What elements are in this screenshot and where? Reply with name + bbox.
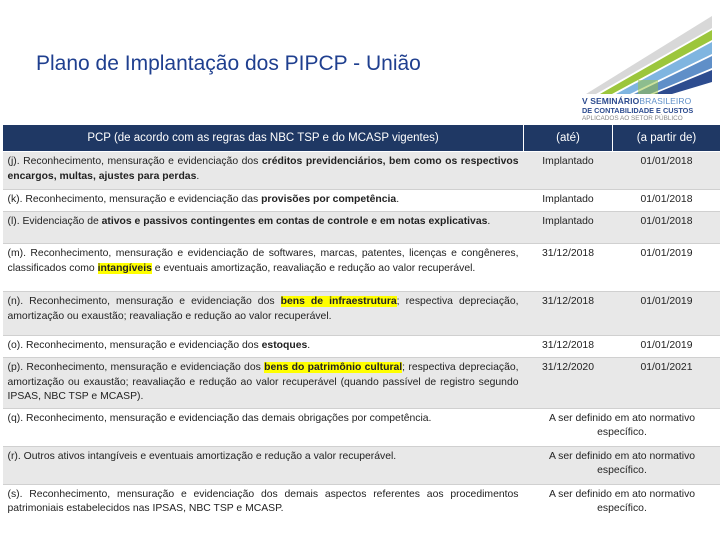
bold-term: provisões por competência <box>261 194 397 205</box>
pcp-description <box>3 190 524 212</box>
seminar-logo-graphic <box>578 10 716 96</box>
pcp-description <box>3 244 524 292</box>
highlighted-term: bens de infraestrutura <box>280 296 397 307</box>
deadline-ate: 31/12/2018 <box>524 244 613 292</box>
deadline-a-partir: 01/01/2018 <box>613 212 720 244</box>
bold-term: ativos e passivos contingentes em contas de controle e em notas explicativas <box>101 216 488 227</box>
description-text: (s). Reconhecimento, mensuração e evidenciação dos demais aspectos referentes aos procedimentos patrimoniais estabelecidos nas IPSAS, NBC TSP e MCASP. <box>7 488 519 515</box>
bold-term: créditos previdenciários, bem como os respectivos encargos, multas, ajustes para perdas <box>7 156 519 182</box>
table-row <box>3 212 720 244</box>
description-text-end: . <box>487 216 491 227</box>
pcp-description <box>3 484 524 522</box>
deadline-ate: 31/12/2018 <box>524 292 613 336</box>
logo-title-light: BRASILEIRO <box>639 96 692 106</box>
description-text: (p). Reconhecimento, mensuração e evidenciação dos <box>7 362 265 373</box>
table-row <box>3 336 720 358</box>
logo-title-bold: V SEMINÁRIO <box>582 96 640 106</box>
highlighted-term: intangíveis <box>97 262 152 274</box>
description-text-end: . <box>396 194 400 205</box>
description-text: (q). Reconhecimento, mensuração e evidenciação das demais obrigações por competência. <box>7 412 432 424</box>
header-ate: (até) <box>524 125 613 152</box>
description-text: (j). Reconhecimento, mensuração e evidenciação dos <box>7 156 262 167</box>
table-row <box>3 484 720 522</box>
pcp-description <box>3 446 524 484</box>
description-text: (r). Outros ativos intangíveis e eventuais amortização e redução a valor recuperável. <box>7 450 397 462</box>
description-text-end: e eventuais amortização, reavaliação e redução ao valor recuperável. <box>151 262 476 274</box>
header-a-partir: (a partir de) <box>613 125 720 152</box>
bold-term: estoques <box>261 340 308 351</box>
description-text-end: . <box>196 170 200 182</box>
table-row <box>3 190 720 212</box>
table-row <box>3 408 720 446</box>
header-pcp: PCP (de acordo com as regras das NBC TSP e do MCASP vigentes) <box>3 125 524 152</box>
table-row <box>3 244 720 292</box>
pcp-description <box>3 212 524 244</box>
logo-subtitle: DE CONTABILIDADE E CUSTOS <box>582 106 694 115</box>
logo-tagline: APLICADOS AO SETOR PÚBLICO <box>582 115 683 122</box>
description-text: (l). Evidenciação de <box>7 216 102 227</box>
deadline-to-be-defined: A ser definido em ato normativo específico. <box>524 484 720 522</box>
description-text: (o). Reconhecimento, mensuração e evidenciação dos <box>7 340 262 351</box>
description-text: (n). Reconhecimento, mensuração e evidenciação dos <box>7 296 281 307</box>
slide-title: Plano de Implantação dos PIPCP - União <box>36 52 421 75</box>
deadline-to-be-defined: A ser definido em ato normativo específico. <box>524 446 720 484</box>
deadline-a-partir: 01/01/2019 <box>613 244 720 292</box>
description-text-end: ; respectiva depreciação, amortização ou exaustão; reavaliação e redução ao valor recuperável. <box>7 296 519 322</box>
deadline-a-partir: 01/01/2021 <box>613 358 720 409</box>
table-row <box>3 446 720 484</box>
table-header-row <box>3 125 720 152</box>
seminar-logo <box>578 10 716 122</box>
description-text: (m). Reconhecimento, mensuração e evidenciação de softwares, marcas, patentes, licenças e congêneres, classificados como <box>7 248 519 274</box>
pcp-description <box>3 152 524 190</box>
highlighted-term: bens do patrimônio cultural <box>264 362 403 373</box>
table-body <box>3 152 720 523</box>
deadline-a-partir: 01/01/2019 <box>613 292 720 336</box>
deadline-a-partir: 01/01/2018 <box>613 152 720 190</box>
description-text-end: ; respectiva depreciação, amortização ou exaustão; reavaliação e redução ao valor recuperável (quando passível de registro segundo IPSAS, NBC TSP e MCASP). <box>7 362 519 403</box>
deadline-ate: 31/12/2018 <box>524 336 613 358</box>
description-text-end: . <box>307 340 311 351</box>
deadline-ate: 31/12/2020 <box>524 358 613 409</box>
pcp-description <box>3 408 524 446</box>
pcp-description <box>3 358 524 409</box>
table-row <box>3 292 720 336</box>
deadline-ate: Implantado <box>524 212 613 244</box>
table-row <box>3 152 720 190</box>
table-row <box>3 358 720 409</box>
deadline-ate: Implantado <box>524 152 613 190</box>
deadline-a-partir: 01/01/2019 <box>613 336 720 358</box>
pcp-description <box>3 292 524 336</box>
deadline-a-partir: 01/01/2018 <box>613 190 720 212</box>
deadline-ate: Implantado <box>524 190 613 212</box>
description-text: (k). Reconhecimento, mensuração e evidenciação das <box>7 194 262 205</box>
deadline-to-be-defined: A ser definido em ato normativo específico. <box>524 408 720 446</box>
pcp-description <box>3 336 524 358</box>
pcp-table <box>2 124 720 522</box>
